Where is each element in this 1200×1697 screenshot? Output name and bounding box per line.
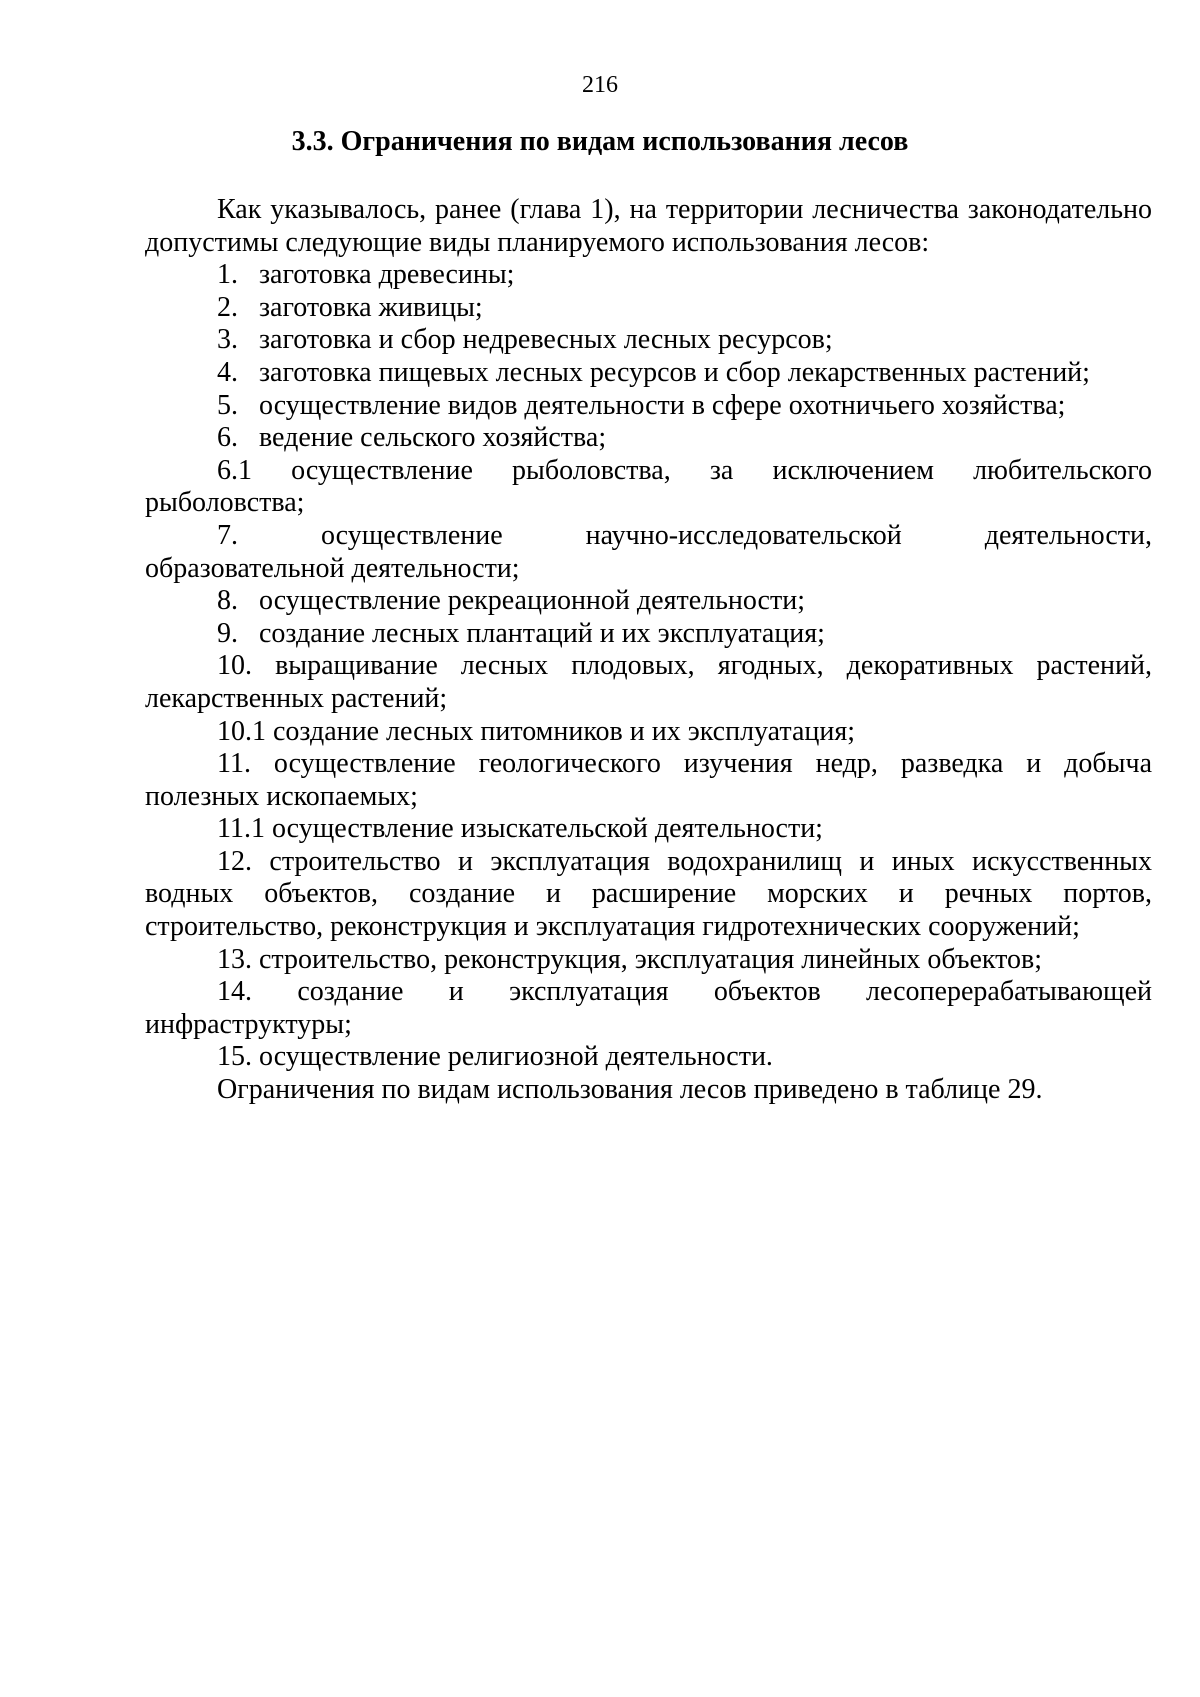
list-item-number: 5. [217, 389, 238, 421]
list-item-6-1-line2: рыболовства; [145, 487, 305, 519]
list-item-7-line2: образовательной деятельности; [145, 552, 520, 584]
list-item-number: 3. [217, 324, 238, 356]
list-item-10-1: 10.1 создание лесных питомников и их эксплуатация; [217, 715, 856, 747]
list-item-number: 9. [217, 617, 238, 649]
document-body [145, 194, 1152, 1107]
list-item-14-line1: 14. создание и эксплуатация объектов лесоперерабатывающей [217, 976, 1152, 1008]
list-item-12-line3: строительство, реконструкция и эксплуатация гидротехнических сооружений; [145, 911, 1080, 943]
list-item-text: осуществление видов деятельности в сфере охотничьего хозяйства; [259, 389, 1066, 421]
list-item-13: 13. строительство, реконструкция, эксплуатация линейных объектов; [217, 943, 1042, 975]
list-item-text: ведение сельского хозяйства; [259, 422, 607, 454]
list-item-text: создание лесных плантаций и их эксплуатация; [259, 617, 825, 649]
intro-paragraph: Как указывалось, ранее (глава 1), на территории лесничества законодательно допустимы следующие виды планируемого использования лесов: [145, 194, 1152, 258]
list-item [145, 357, 1152, 390]
section-title: 3.3. Ограничения по видам использования лесов [291, 126, 909, 157]
list-item-7-line1: 7. осуществление научно-исследовательской деятельности, [217, 519, 1152, 551]
list-item-text: заготовка живицы; [259, 291, 483, 323]
list-item-number: 1. [217, 259, 238, 291]
list-item-text: заготовка древесины; [259, 259, 515, 291]
list-item [145, 292, 1152, 325]
list-item-number: 4. [217, 356, 238, 388]
list-item-text: заготовка пищевых лесных ресурсов и сбор лекарственных растений; [259, 356, 1090, 388]
list-item-6-1-line1: 6.1 осуществление рыболовства, за исключением любительского [217, 454, 1152, 486]
list-item [145, 422, 1152, 455]
list-item-15: 15. осуществление религиозной деятельности. [217, 1041, 773, 1073]
list-item [145, 259, 1152, 292]
list-item-text: осуществление рекреационной деятельности; [259, 585, 805, 617]
list-item-10-line2: лекарственных растений; [145, 682, 448, 714]
page-number: 216 [582, 72, 618, 98]
list-item-text: заготовка и сбор недревесных лесных ресурсов; [259, 324, 833, 356]
list-item [145, 390, 1152, 423]
list-item-number: 2. [217, 291, 238, 323]
list-item-11-line1: 11. осуществление геологического изучения недр, разведка и добыча [217, 748, 1152, 780]
list-item [145, 324, 1152, 357]
list-item [145, 618, 1152, 651]
closing-paragraph: Ограничения по видам использования лесов приведено в таблице 29. [217, 1074, 1043, 1106]
list-item-10-line1: 10. выращивание лесных плодовых, ягодных, декоративных растений, [217, 650, 1152, 682]
list-item-number: 8. [217, 585, 238, 617]
list-item-12-line2: водных объектов, создание и расширение морских и речных портов, [145, 878, 1152, 910]
list-item-11-line2: полезных ископаемых; [145, 780, 418, 812]
list-item-11-1: 11.1 осуществление изыскательской деятельности; [217, 813, 823, 845]
list-item-14-line2: инфраструктуры; [145, 1008, 352, 1040]
list-item [145, 585, 1152, 618]
list-item-12-line1: 12. строительство и эксплуатация водохранилищ и иных искусственных [217, 845, 1152, 877]
list-item-number: 6. [217, 422, 238, 454]
